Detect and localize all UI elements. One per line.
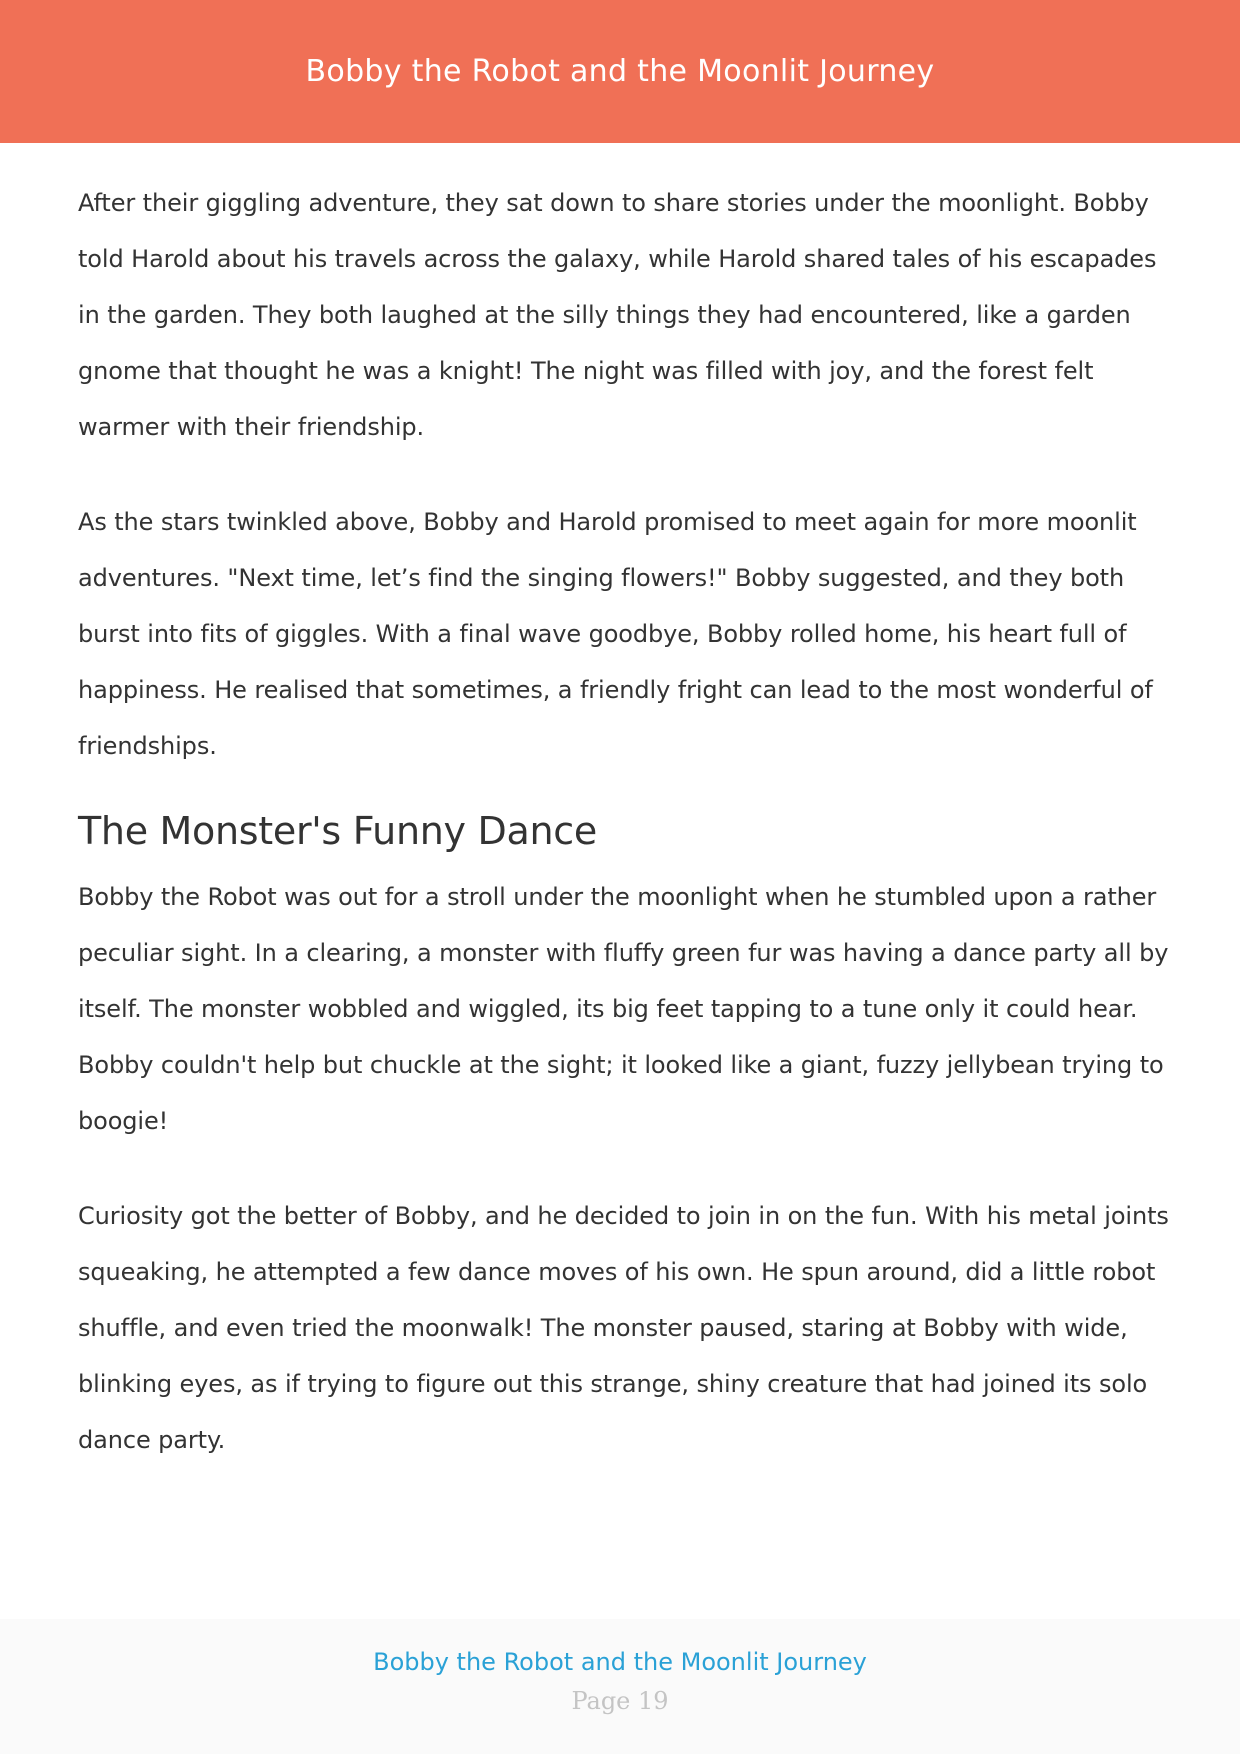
story-paragraph: Curiosity got the better of Bobby, and he decided to join in on the fun. With his metal joints squeaking, he attempted a few dance moves of his own. He spun around, did a little robot shuffle, and even tried the moonwalk! The monster paused, staring at Bobby with wide, blinking eyes, as if trying to figure out this strange, shiny creature that had joined its solo dance party. [78, 1202, 1169, 1454]
story-paragraph: Bobby the Robot was out for a stroll under the moonlight when he stumbled upon a rather peculiar sight. In a clearing, a monster with fluffy green fur was having a dance party all by itself. The monster wobbled and wiggled, its big feet tapping to a tune only it could hear. Bobby couldn't help but chuckle at the sight; it looked like a giant, fuzzy jellybean trying to boogie! [78, 883, 1169, 1135]
story-paragraph: As the stars twinkled above, Bobby and Harold promised to meet again for more moonlit adventures. "Next time, let’s find the singing flowers!" Bobby suggested, and they both burst into fits of giggles. With a final wave goodbye, Bobby rolled home, his heart full of happiness. He realised that sometimes, a friendly fright can lead to the most wonderful of friendships. [78, 508, 1153, 760]
page-content [78, 175, 1178, 1468]
page-header [0, 0, 1240, 143]
footer-title: Bobby the Robot and the Moonlit Journey [373, 1648, 867, 1676]
story-paragraph: After their giggling adventure, they sat down to share stories under the moonlight. Bobby told Harold about his travels across the galaxy, while Harold shared tales of his escapades in the garden. They both laughed at the silly things they had encountered, like a garden gnome that thought he was a knight! The night was filled with joy, and the forest felt warmer with their friendship. [78, 189, 1157, 441]
section-heading: The Monster's Funny Dance [78, 809, 597, 853]
page-number: Page 19 [571, 1687, 669, 1715]
header-title: Bobby the Robot and the Moonlit Journey [305, 54, 935, 89]
page-footer [0, 1619, 1240, 1754]
